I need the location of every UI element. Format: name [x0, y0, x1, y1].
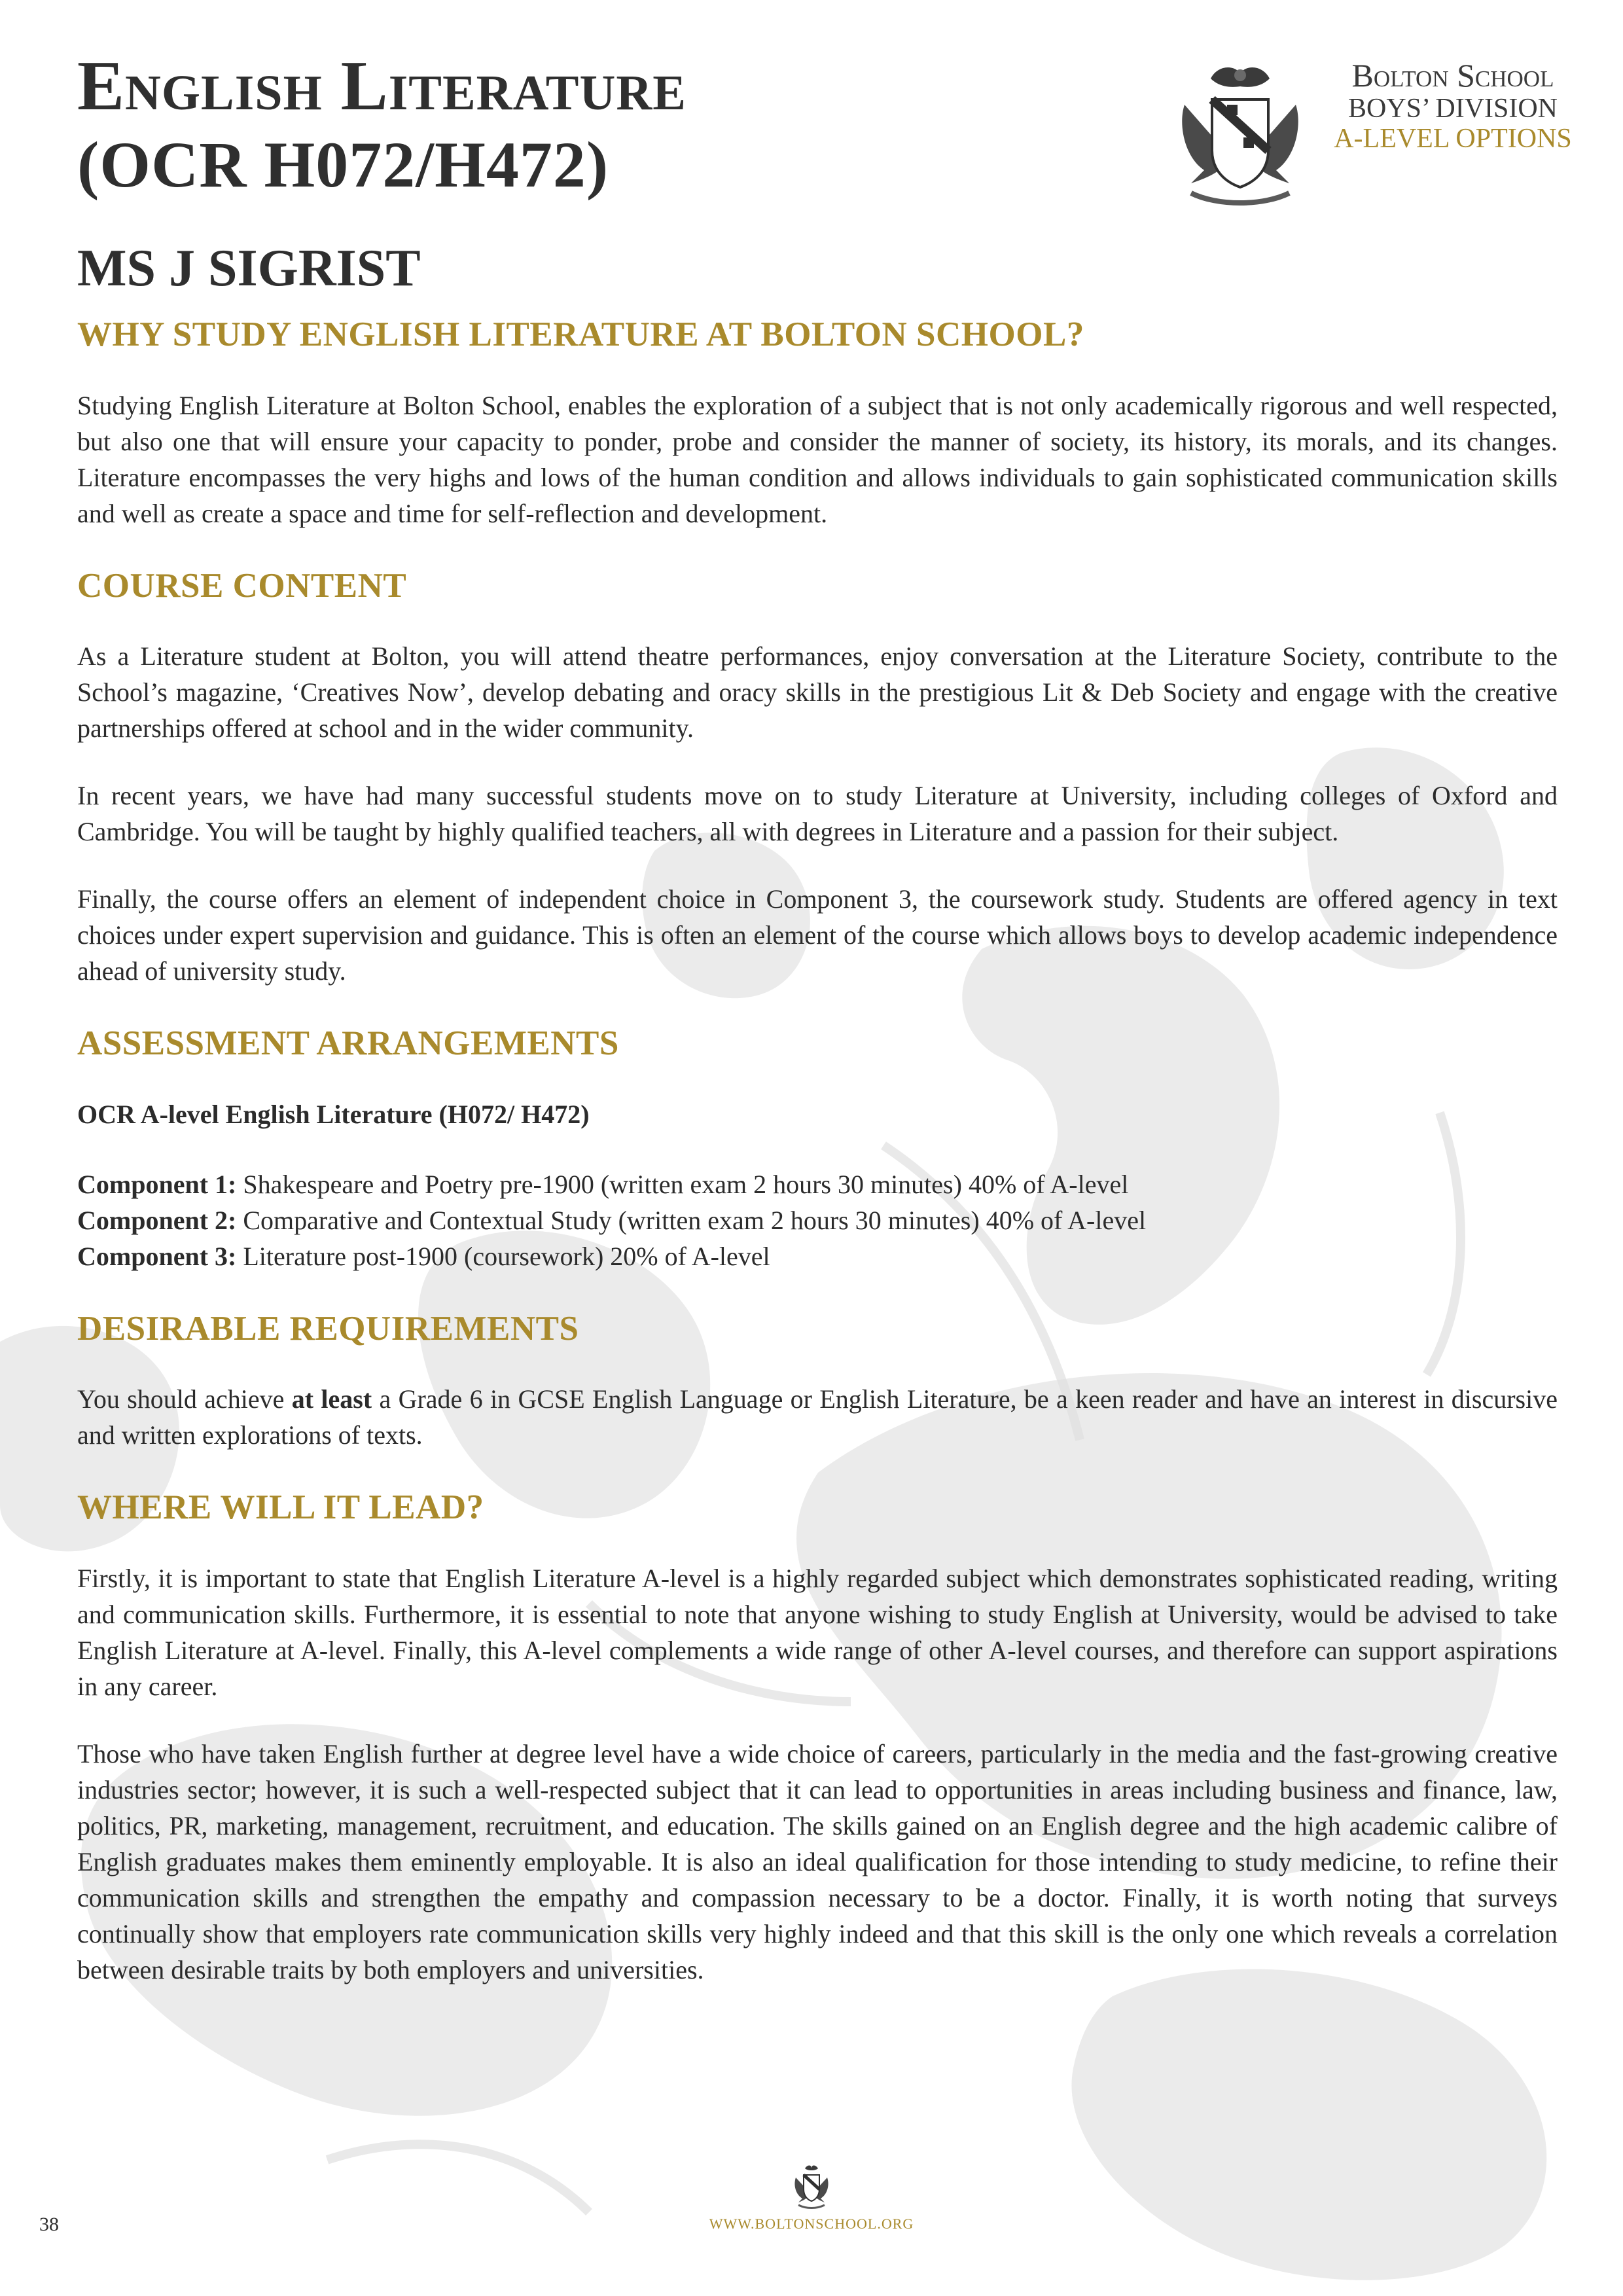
component-label: Component 2: [77, 1205, 237, 1235]
requirements-emphasis: at least [291, 1384, 372, 1414]
component-text: Comparative and Contextual Study (written exam 2 hours 30 minutes) 40% of A-level [236, 1205, 1147, 1235]
page-number: 38 [39, 2214, 59, 2235]
component-line [77, 1202, 1558, 1238]
brand-options: A-LEVEL OPTIONS [1334, 124, 1572, 154]
why-paragraph: Studying English Literature at Bolton School, enables the exploration of a subject that is not only academically rigorous and well respected, but also one that will ensure your capacity to ponder, probe and consider the manner of society, its history, its morals, and its changes. Literature encompasses the very highs and lows of the human condition and allows individuals to gain sophisticated communication skills and well as create a space and time for self-reflection and development. [77, 390, 1558, 528]
teacher-name: MS J SIGRIST [77, 240, 421, 297]
lead-paragraph: Those who have taken English further at degree level have a wide choice of careers, particularly in the media and the fast-growing creative industries sector; however, it is such a well-respected subject that it can lead to opportunities in areas including business and finance, law, politics, PR, marketing, management, recruitment, and education. The skills gained on an English degree and the high academic calibre of English graduates makes them eminently employable. It is also an ideal qualification for those intending to study medicine, to refine their communication skills and strengthen the empathy and compassion necessary to be a doctor. Finally, it is worth noting that surveys continually show that employers rate communication skills very highly indeed and that this skill is the only one which reveals a correlation between desirable traits by both employers and universities. [77, 1738, 1558, 1984]
section-heading-why: WHY STUDY ENGLISH LITERATURE AT BOLTON SCHOOL? [77, 315, 1084, 353]
component-text: Literature post-1900 (coursework) 20% of A-level [236, 1241, 770, 1271]
lead-paragraph: Firstly, it is important to state that English Literature A-level is a highly regarded subject which demonstrates sophisticated reading, writing and communication skills. Furthermore, it is essential to note that anyone wishing to study English at University, would be advised to take English Literature at A-level. Finally, this A-level complements a wide range of other A-level courses, and therefore can support aspirations in any career. [77, 1563, 1558, 1701]
title-course-code: (OCR H072/H472) [77, 128, 609, 202]
component-line [77, 1166, 1558, 1202]
course-paragraph: As a Literature student at Bolton, you will attend theatre performances, enjoy conversation at the Literature Society, contribute to the School’s magazine, ‘Creatives Now’, develop debating and oracy skills in the prestigious Lit & Deb Society and engage with the creative partnerships offered at school and in the wider community. [77, 641, 1558, 744]
component-text: Shakespeare and Poetry pre-1900 (written exam 2 hours 30 minutes) 40% of A-level [236, 1169, 1129, 1199]
main-content [77, 314, 1558, 1988]
brand-division: BOYS’ DIVISION [1347, 94, 1558, 124]
footer-website-link[interactable]: WWW.BOLTONSCHOOL.ORG [709, 2215, 914, 2232]
title-text: English Literature [77, 47, 687, 125]
page-title [77, 46, 687, 202]
brand-block [1315, 58, 1590, 154]
section-heading-assessment: ASSESSMENT ARRANGEMENTS [77, 1024, 619, 1063]
brand-school-name: Bolton School [1351, 57, 1554, 94]
section-heading-lead: WHERE WILL IT LEAD? [77, 1488, 484, 1527]
course-paragraph: In recent years, we have had many successful students move on to study Literature at University, including colleges of Oxford and Cambridge. You will be taught by highly qualified teachers, all with degrees in Literature and a passion for their subject. [77, 781, 1558, 847]
requirements-paragraph [77, 1381, 1558, 1453]
school-crest-icon [1171, 59, 1309, 209]
section-heading-course: COURSE CONTENT [77, 566, 407, 605]
section-heading-requirements: DESIRABLE REQUIREMENTS [77, 1309, 579, 1348]
component-list [77, 1166, 1558, 1274]
requirements-text-pre: You should achieve [77, 1384, 292, 1414]
component-line [77, 1238, 1558, 1274]
component-label: Component 3: [77, 1241, 237, 1271]
footer-crest-icon [792, 2163, 831, 2209]
course-paragraph: Finally, the course offers an element of independent choice in Component 3, the coursework study. Students are offered agency in text choices under expert supervision and guidance. This is often an element of the course which allows boys to develop academic independence ahead of university study. [77, 884, 1558, 986]
component-label: Component 1: [77, 1169, 237, 1199]
requirements-text-post: a Grade 6 in GCSE English Language or English Literature, be a keen reader and have an interest in discursive and written explorations of texts. [77, 1384, 1558, 1450]
assessment-subheading: OCR A-level English Literature (H072/ H472) [77, 1099, 590, 1129]
